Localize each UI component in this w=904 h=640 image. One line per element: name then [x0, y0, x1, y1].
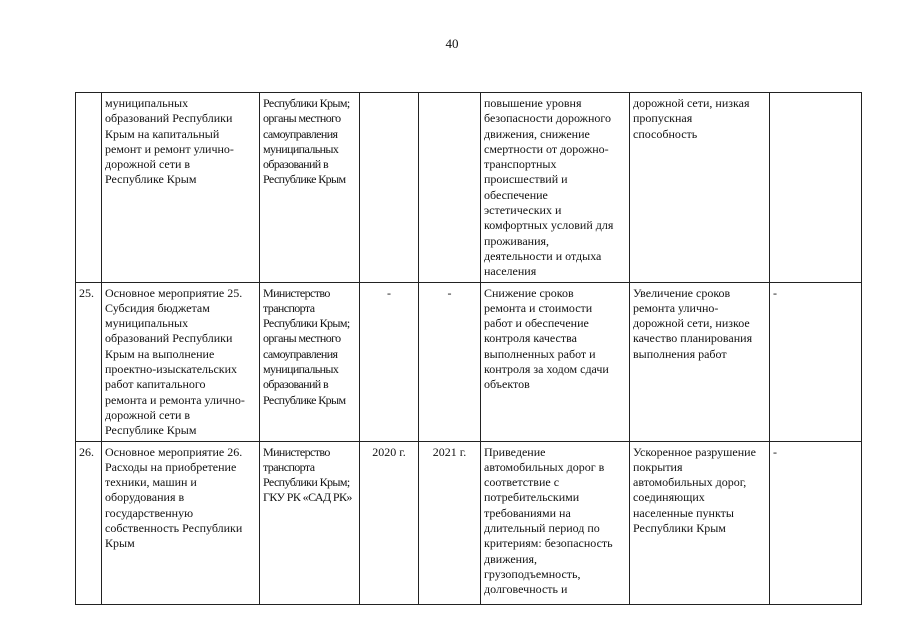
cell-consequences: дорожной сети, низкая пропускная способность [630, 93, 770, 283]
cell-number: 25. [76, 282, 102, 441]
cell-end-year: - [419, 282, 481, 441]
cell-consequences: Ускоренное разрушение покрытия автомобильных дорог, соединяющих населенные пункты Республики Крым [630, 441, 770, 604]
page-number: 40 [445, 36, 459, 51]
cell-start-year: - [360, 282, 419, 441]
cell-start-year: 2020 г. [360, 441, 419, 604]
cell-activity: Основное мероприятие 26. Расходы на приобретение техники, машин и оборудования в государственную собственность Республики Крым [102, 441, 260, 604]
cell-link: - [770, 441, 862, 604]
cell-number [76, 93, 102, 283]
cell-activity: муниципальных образований Республики Крым на капитальный ремонт и ремонт улично- дорожной сети в Республике Крым [102, 93, 260, 283]
cell-executor: Министерство транспорта Республики Крым; ГКУ РК «САД РК» [260, 441, 360, 604]
cell-end-year: 2021 г. [419, 441, 481, 604]
cell-link [770, 93, 862, 283]
cell-start-year [360, 93, 419, 283]
cell-link: - [770, 282, 862, 441]
measures-table [75, 92, 862, 605]
cell-end-year [419, 93, 481, 283]
table-row [76, 282, 862, 441]
table-row [76, 441, 862, 604]
cell-expected-result: Приведение автомобильных дорог в соответствие с потребительскими требованиями на длительный период по критериям: безопасность движения, грузоподъемность, долговечность и [481, 441, 630, 604]
cell-expected-result: повышение уровня безопасности дорожного движения, снижение смертности от дорожно- транспортных происшествий и обеспечение эстетических и комфортных условий для проживания, деятельности и отдыха населения [481, 93, 630, 283]
cell-executor: Республики Крым; органы местного самоуправления муниципальных образований в Республике Крым [260, 93, 360, 283]
cell-executor: Министерство транспорта Республики Крым; органы местного самоуправления муниципальных образований в Республике Крым [260, 282, 360, 441]
cell-number: 26. [76, 441, 102, 604]
cell-expected-result: Снижение сроков ремонта и стоимости работ и обеспечение контроля качества выполненных работ и контроля за ходом сдачи объектов [481, 282, 630, 441]
cell-activity: Основное мероприятие 25. Субсидия бюджетам муниципальных образований Республики Крым на выполнение проектно-изыскательских работ капитального ремонта и ремонта улично- дорожной сети в Республике Крым [102, 282, 260, 441]
cell-consequences: Увеличение сроков ремонта улично- дорожной сети, низкое качество планирования выполнения работ [630, 282, 770, 441]
table-row [76, 93, 862, 283]
